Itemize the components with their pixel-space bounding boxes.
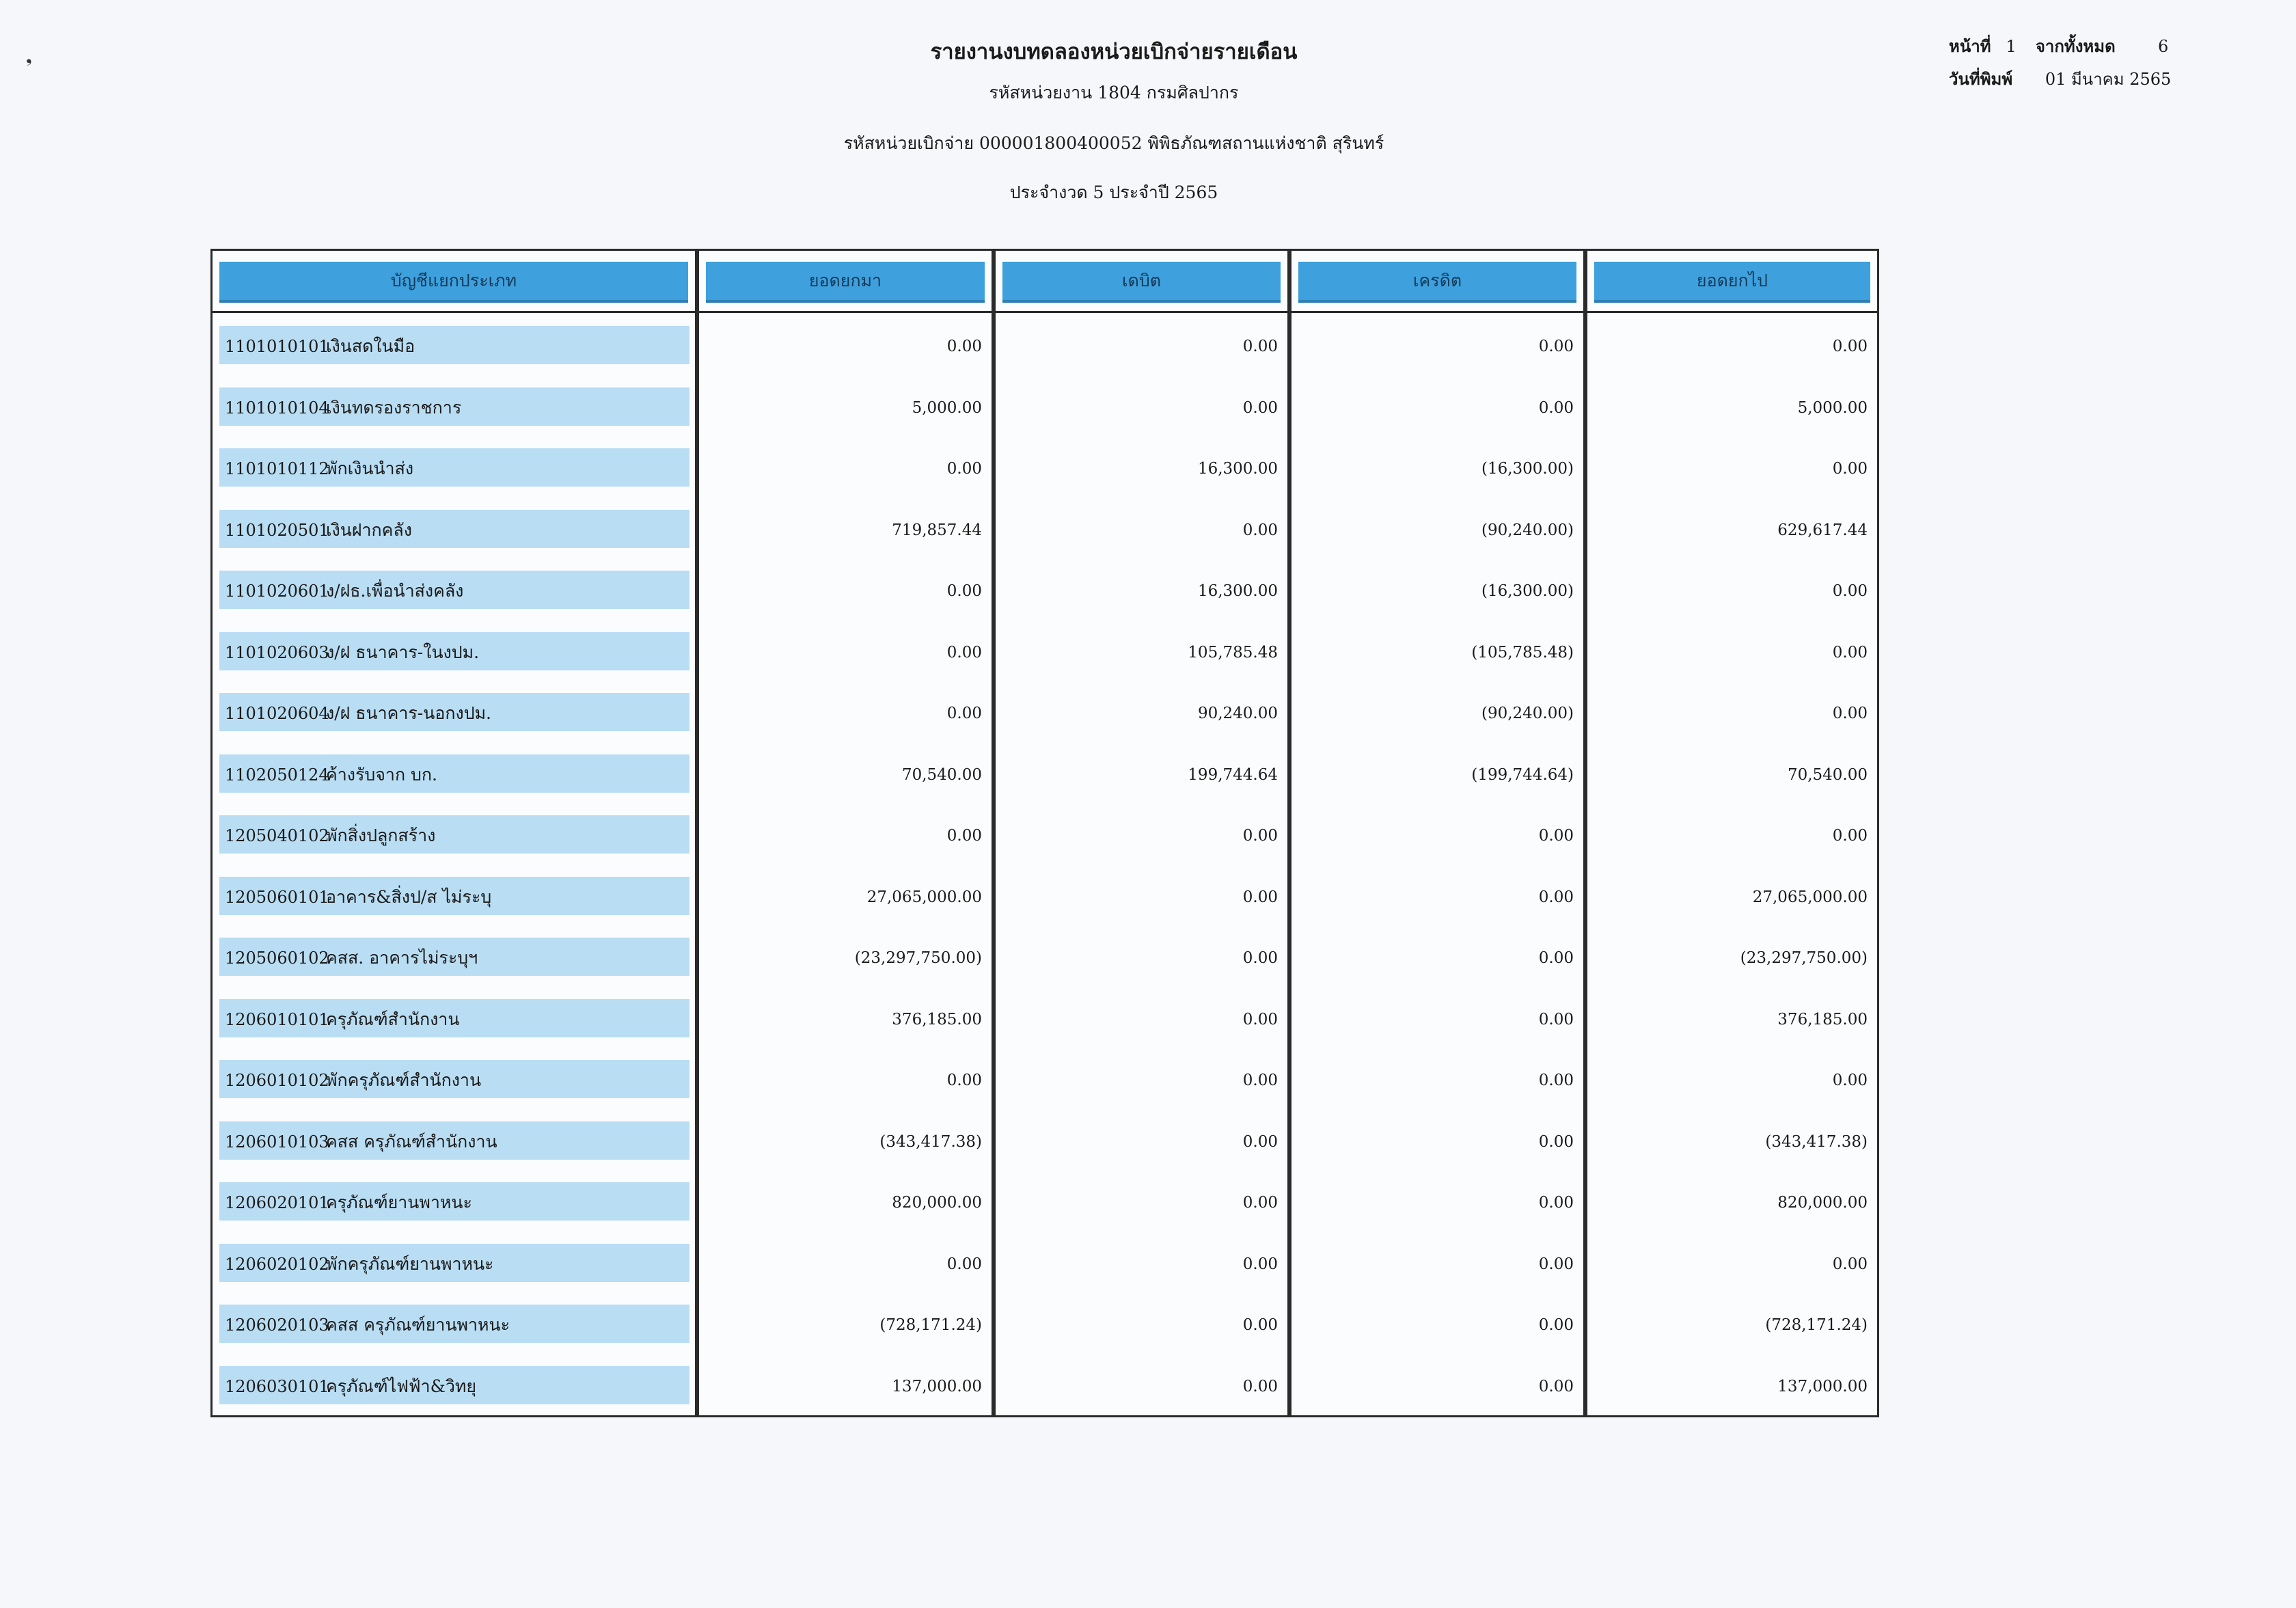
debit-value: 105,785.48: [1188, 644, 1278, 662]
table-row-credit: [1292, 1244, 1583, 1282]
carried-value: 0.00: [1832, 1255, 1868, 1273]
debit-value: 0.00: [1242, 1194, 1278, 1212]
account-code: 1101020603: [225, 643, 329, 662]
table-row-debit: [996, 1182, 1287, 1221]
account-name: คสส ครุภัณฑ์ยานพาหนะ: [326, 1315, 510, 1335]
account-code: 1206020103: [225, 1316, 329, 1335]
credit-value: 0.00: [1538, 949, 1574, 967]
account-code: 1102050124: [225, 765, 329, 785]
debit-value: 0.00: [1242, 827, 1278, 845]
column-carried-forward: [1585, 249, 1879, 1417]
carried-value: 0.00: [1832, 644, 1868, 662]
table-row-account: [213, 999, 695, 1037]
table-row-brought: [699, 815, 992, 854]
account-name: เงินสดในมือ: [326, 336, 415, 356]
table-row-debit: [996, 815, 1287, 854]
account-name: อาคาร&สิ่งป/ส ไม่ระบุ: [326, 887, 492, 907]
table-row-carried: [1587, 693, 1877, 731]
table-row-brought: [699, 1366, 992, 1404]
table-row-credit: [1292, 571, 1583, 609]
debit-value: 0.00: [1242, 521, 1278, 539]
table-row-credit: [1292, 938, 1583, 976]
table-row-credit: [1292, 877, 1583, 915]
total-label: จากทั้งหมด: [2035, 36, 2116, 56]
table-row-debit: [996, 1305, 1287, 1343]
brought-value: 0.00: [946, 644, 982, 662]
debit-value: 0.00: [1242, 1011, 1278, 1028]
carried-value: 0.00: [1832, 460, 1868, 478]
table-row-account: [213, 1121, 695, 1160]
carried-value: 820,000.00: [1777, 1194, 1868, 1212]
debit-value: 0.00: [1242, 888, 1278, 906]
table-row-carried: [1587, 815, 1877, 854]
table-row-account: [213, 1182, 695, 1221]
credit-value: 0.00: [1538, 1255, 1574, 1273]
brought-value: (23,297,750.00): [854, 949, 982, 967]
account-name: ครุภัณฑ์ยานพาหนะ: [326, 1193, 472, 1212]
table-row-debit: [996, 510, 1287, 548]
table-row-account: [213, 571, 695, 609]
table-row-carried: [1587, 754, 1877, 793]
table-row-account: [213, 1305, 695, 1343]
table-row-account: [213, 387, 695, 426]
credit-value: (199,744.64): [1471, 766, 1574, 784]
table-row-account: [213, 693, 695, 731]
table-row-brought: [699, 1244, 992, 1282]
account-name: เงินทดรองราชการ: [326, 398, 462, 418]
brought-value: 0.00: [946, 705, 982, 722]
brought-value: 0.00: [946, 460, 982, 478]
account-code: 1101010104: [225, 398, 329, 418]
credit-value: 0.00: [1538, 399, 1574, 417]
debit-value: 0.00: [1242, 1316, 1278, 1334]
print-date-line: [1949, 66, 2171, 92]
carried-value: 0.00: [1832, 582, 1868, 600]
table-row-credit: [1292, 510, 1583, 548]
account-code: 1101010101: [225, 337, 329, 356]
table-row-account: [213, 326, 695, 364]
brought-value: 0.00: [946, 827, 982, 845]
table-row-carried: [1587, 1244, 1877, 1282]
period-line: ประจำงวด 5 ประจำปี 2565: [1009, 182, 1218, 202]
brought-value: 0.00: [946, 338, 982, 355]
column-account: [210, 249, 697, 1417]
page-label: หน้าที่: [1949, 36, 1991, 56]
table-row-debit: [996, 877, 1287, 915]
brought-value: 0.00: [946, 1255, 982, 1273]
brought-value: 27,065,000.00: [866, 888, 982, 906]
account-name: เงินฝากคลัง: [326, 520, 412, 540]
credit-value: 0.00: [1538, 1194, 1574, 1212]
credit-value: (90,240.00): [1481, 521, 1574, 539]
table-row-brought: [699, 999, 992, 1037]
account-code: 1206010101: [225, 1010, 329, 1029]
header-divider: [1292, 311, 1583, 313]
account-code: 1101020501: [225, 521, 329, 540]
trial-balance-table: [210, 249, 1879, 1417]
page-number: 1: [2006, 37, 2017, 56]
table-row-debit: [996, 571, 1287, 609]
table-row-carried: [1587, 999, 1877, 1037]
account-code: 1205040102: [225, 826, 329, 845]
credit-value: 0.00: [1538, 827, 1574, 845]
table-row-credit: [1292, 693, 1583, 731]
table-row-brought: [699, 448, 992, 487]
account-code: 1206010102: [225, 1071, 329, 1090]
credit-value: 0.00: [1538, 1316, 1574, 1334]
table-row-brought: [699, 571, 992, 609]
brought-value: (728,171.24): [879, 1316, 982, 1334]
table-row-account: [213, 632, 695, 670]
page-counter: [1949, 33, 2168, 59]
table-row-debit: [996, 999, 1287, 1037]
debit-value: 16,300.00: [1197, 582, 1278, 600]
debit-value: 0.00: [1242, 1072, 1278, 1089]
brought-value: 5,000.00: [912, 399, 982, 417]
account-code: 1205060101: [225, 888, 329, 907]
table-row-debit: [996, 754, 1287, 793]
carried-value: 0.00: [1832, 705, 1868, 722]
table-row-credit: [1292, 1182, 1583, 1221]
table-row-carried: [1587, 632, 1877, 670]
table-row-debit: [996, 1121, 1287, 1160]
table-row-account: [213, 1366, 695, 1404]
column-header-credit: เครดิต: [1298, 262, 1576, 303]
table-row-carried: [1587, 1182, 1877, 1221]
account-name: พักสิ่งปลูกสร้าง: [326, 826, 436, 845]
credit-value: 0.00: [1538, 1011, 1574, 1028]
report-title: รายงานงบทดลองหน่วยเบิกจ่ายรายเดือน: [930, 40, 1298, 64]
carried-value: 27,065,000.00: [1752, 888, 1868, 906]
table-row-brought: [699, 877, 992, 915]
credit-value: (90,240.00): [1481, 705, 1574, 722]
table-row-credit: [1292, 448, 1583, 487]
brought-value: 137,000.00: [892, 1378, 982, 1395]
table-row-brought: [699, 1182, 992, 1221]
table-row-carried: [1587, 510, 1877, 548]
table-row-credit: [1292, 1305, 1583, 1343]
total-pages: 6: [2158, 37, 2169, 56]
print-date-label: วันที่พิมพ์: [1949, 69, 2013, 89]
table-row-credit: [1292, 815, 1583, 854]
table-row-brought: [699, 632, 992, 670]
brought-value: 719,857.44: [892, 521, 982, 539]
debit-value: 199,744.64: [1188, 766, 1278, 784]
account-code: 1206010103: [225, 1132, 329, 1152]
column-header-carried-forward: ยอดยกไป: [1594, 262, 1870, 303]
account-name: ง/ฝ ธนาคาร-นอกงปม.: [326, 703, 491, 723]
brought-value: 70,540.00: [901, 766, 982, 784]
account-code: 1206020101: [225, 1193, 329, 1212]
table-row-carried: [1587, 1305, 1877, 1343]
debit-value: 90,240.00: [1197, 705, 1278, 722]
table-row-carried: [1587, 938, 1877, 976]
table-row-debit: [996, 938, 1287, 976]
table-row-account: [213, 1060, 695, 1098]
account-name: ครุภัณฑ์สำนักงาน: [326, 1009, 460, 1029]
table-row-account: [213, 754, 695, 793]
debit-value: 0.00: [1242, 338, 1278, 355]
account-code: 1101020601: [225, 582, 329, 601]
table-row-debit: [996, 448, 1287, 487]
table-row-account: [213, 938, 695, 976]
table-row-account: [213, 448, 695, 487]
carried-value: (343,417.38): [1765, 1133, 1868, 1151]
table-row-debit: [996, 1060, 1287, 1098]
carried-value: 0.00: [1832, 338, 1868, 355]
table-row-brought: [699, 754, 992, 793]
credit-value: 0.00: [1538, 1378, 1574, 1395]
carried-value: 629,617.44: [1777, 521, 1868, 539]
table-row-credit: [1292, 1121, 1583, 1160]
table-row-carried: [1587, 448, 1877, 487]
column-credit: [1289, 249, 1585, 1417]
table-row-debit: [996, 693, 1287, 731]
table-row-carried: [1587, 1121, 1877, 1160]
carried-value: 0.00: [1832, 827, 1868, 845]
credit-value: (16,300.00): [1481, 582, 1574, 600]
table-row-brought: [699, 1305, 992, 1343]
column-debit: [994, 249, 1289, 1417]
account-code: 1101010112: [225, 459, 329, 478]
table-row-carried: [1587, 1366, 1877, 1404]
credit-value: (16,300.00): [1481, 460, 1574, 478]
brought-value: 0.00: [946, 1072, 982, 1089]
credit-value: (105,785.48): [1471, 644, 1574, 662]
debit-value: 0.00: [1242, 1133, 1278, 1151]
account-code: 1206020102: [225, 1255, 329, 1274]
table-row-debit: [996, 632, 1287, 670]
table-row-debit: [996, 387, 1287, 426]
table-row-credit: [1292, 387, 1583, 426]
table-row-debit: [996, 1244, 1287, 1282]
account-name: พักเงินนำส่ง: [326, 459, 414, 478]
carried-value: 376,185.00: [1777, 1011, 1868, 1028]
brought-value: (343,417.38): [879, 1133, 982, 1151]
credit-value: 0.00: [1538, 338, 1574, 355]
table-row-carried: [1587, 877, 1877, 915]
credit-value: 0.00: [1538, 888, 1574, 906]
account-name: ง/ฝธ.เพื่อนำส่งคลัง: [326, 581, 464, 601]
table-row-credit: [1292, 326, 1583, 364]
table-row-brought: [699, 938, 992, 976]
account-name: ค้างรับจาก บก.: [326, 765, 437, 785]
carried-value: 70,540.00: [1787, 766, 1868, 784]
table-row-credit: [1292, 1366, 1583, 1404]
table-row-brought: [699, 326, 992, 364]
column-brought-forward: [697, 249, 994, 1417]
debit-value: 0.00: [1242, 949, 1278, 967]
account-name: พักครุภัณฑ์สำนักงาน: [326, 1070, 482, 1090]
column-header-brought-forward: ยอดยกมา: [706, 262, 985, 303]
table-row-carried: [1587, 326, 1877, 364]
table-row-brought: [699, 510, 992, 548]
table-row-account: [213, 877, 695, 915]
scan-mark: ❟: [26, 49, 32, 66]
account-name: ง/ฝ ธนาคาร-ในงปม.: [326, 642, 480, 662]
debit-value: 0.00: [1242, 1378, 1278, 1395]
table-row-credit: [1292, 1060, 1583, 1098]
credit-value: 0.00: [1538, 1133, 1574, 1151]
account-code: 1206030101: [225, 1377, 329, 1396]
column-header-account: บัญชีแยกประเภท: [219, 262, 688, 303]
account-name: คสส ครุภัณฑ์สำนักงาน: [326, 1132, 497, 1152]
carried-value: 0.00: [1832, 1072, 1868, 1089]
carried-value: (23,297,750.00): [1740, 949, 1868, 967]
table-row-account: [213, 1244, 695, 1282]
table-row-account: [213, 815, 695, 854]
brought-value: 0.00: [946, 582, 982, 600]
column-header-debit: เดบิต: [1002, 262, 1281, 303]
table-row-credit: [1292, 632, 1583, 670]
table-row-brought: [699, 1060, 992, 1098]
credit-value: 0.00: [1538, 1072, 1574, 1089]
header-divider: [699, 311, 992, 313]
table-row-carried: [1587, 1060, 1877, 1098]
account-name: พักครุภัณฑ์ยานพาหนะ: [326, 1254, 494, 1274]
table-row-debit: [996, 1366, 1287, 1404]
table-row-carried: [1587, 387, 1877, 426]
table-row-debit: [996, 326, 1287, 364]
header-divider: [996, 311, 1287, 313]
agency-line: รหัสหน่วยงาน 1804 กรมศิลปากร: [989, 83, 1239, 103]
brought-value: 820,000.00: [892, 1194, 982, 1212]
table-row-brought: [699, 1121, 992, 1160]
carried-value: (728,171.24): [1765, 1316, 1868, 1334]
carried-value: 137,000.00: [1777, 1378, 1868, 1395]
table-row-credit: [1292, 754, 1583, 793]
account-code: 1101020604: [225, 704, 329, 723]
print-date: 01 มีนาคม 2565: [2045, 70, 2172, 89]
account-code: 1205060102: [225, 949, 329, 968]
table-row-carried: [1587, 571, 1877, 609]
account-name: คสส. อาคารไม่ระบุฯ: [326, 948, 478, 968]
debit-value: 0.00: [1242, 399, 1278, 417]
table-row-brought: [699, 693, 992, 731]
account-name: ครุภัณฑ์ไฟฟ้า&วิทยุ: [326, 1376, 477, 1396]
disbursement-unit-line: รหัสหน่วยเบิกจ่าย 000001800400052 พิพิธภัณฑสถานแห่งชาติ สุรินทร์: [843, 133, 1384, 153]
debit-value: 0.00: [1242, 1255, 1278, 1273]
header-divider: [213, 311, 695, 313]
header-divider: [1587, 311, 1877, 313]
table-row-brought: [699, 387, 992, 426]
table-row-credit: [1292, 999, 1583, 1037]
carried-value: 5,000.00: [1797, 399, 1868, 417]
table-row-account: [213, 510, 695, 548]
brought-value: 376,185.00: [892, 1011, 982, 1028]
debit-value: 16,300.00: [1197, 460, 1278, 478]
